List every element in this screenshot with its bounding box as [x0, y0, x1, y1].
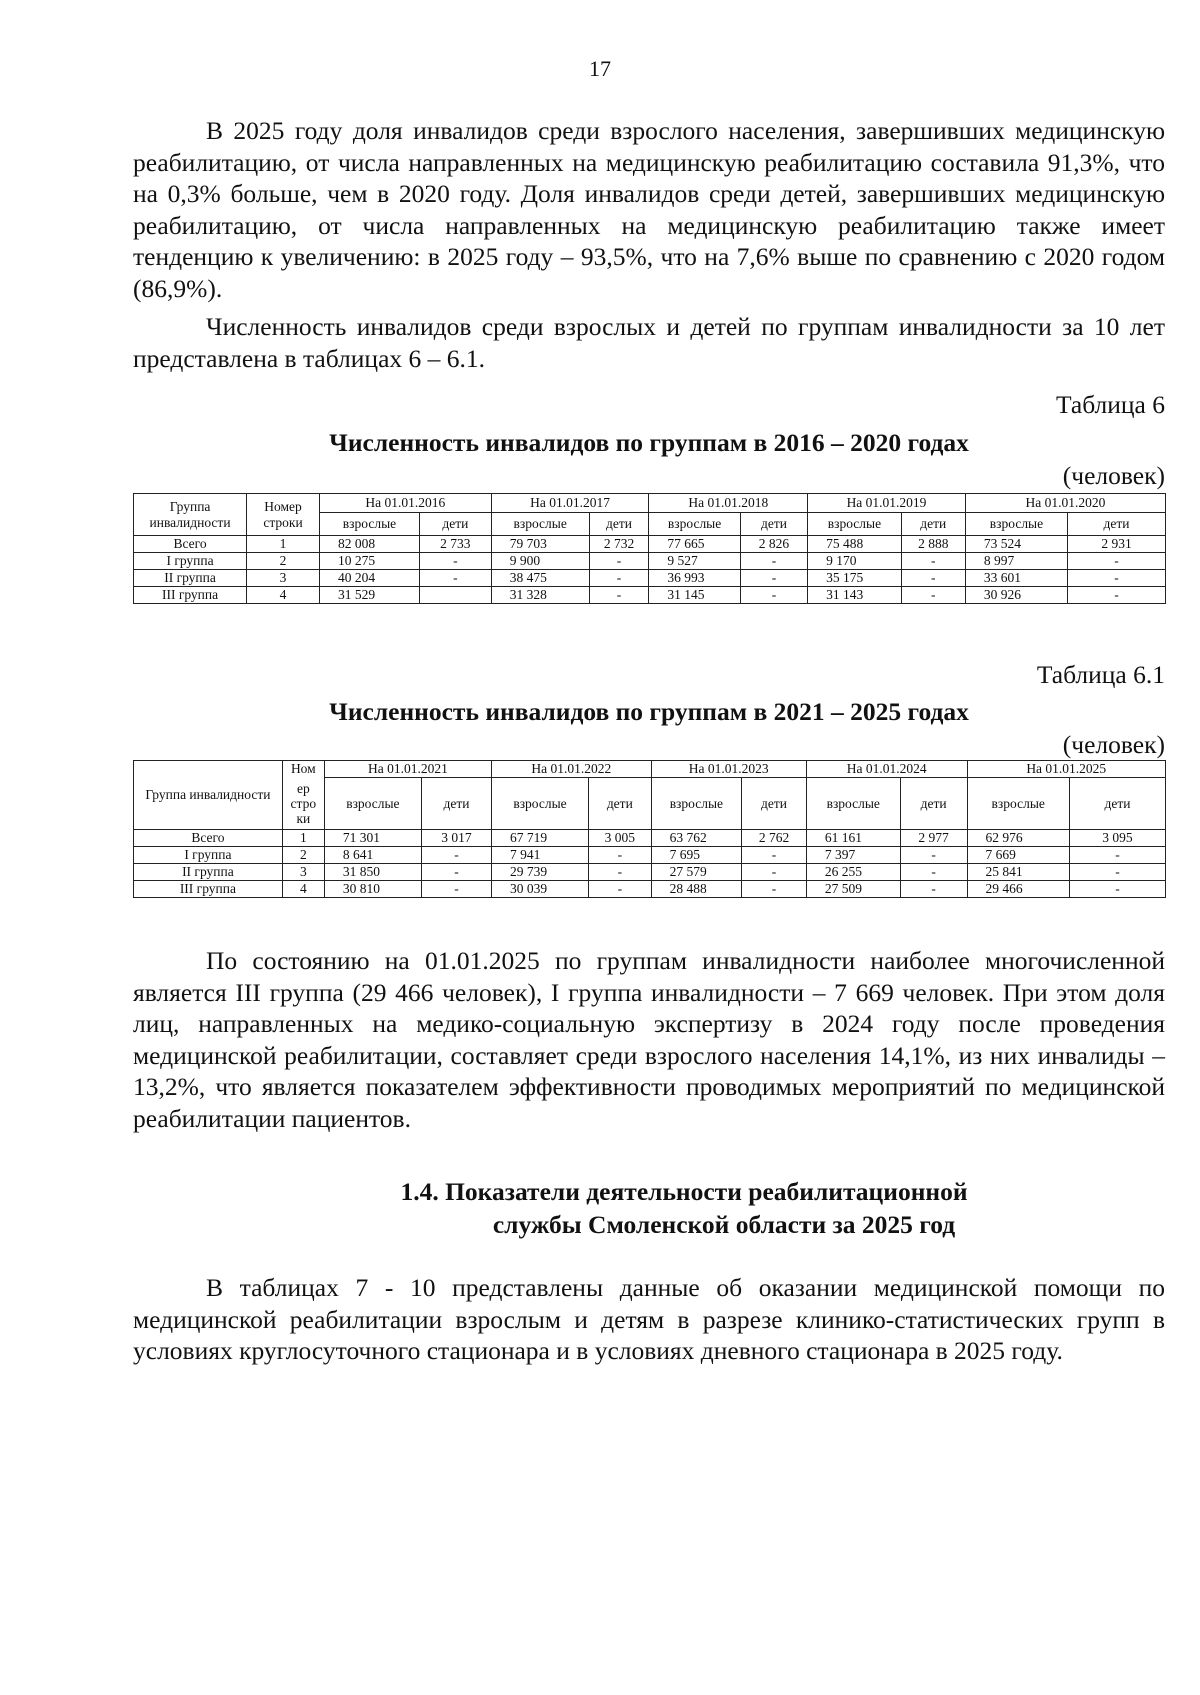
table61-cell: 7 397 [806, 847, 900, 864]
table61-cell: - [589, 864, 652, 881]
table61-cell: 29 466 [967, 881, 1069, 898]
table61-header-adults: взрослые [967, 778, 1069, 830]
table6-cell: 31 143 [808, 587, 902, 604]
table61-header-date: На 01.01.2021 [324, 761, 491, 778]
paragraph-status-2025: По состоянию на 01.01.2025 по группам инвалидности наиболее многочисленной является III группа (29 466 человек), I группа инвалидности – 7 669 человек. При этом доля лиц, направленных на медико-социальную экспертизу в 2024 году после проведения медицинской реабилитации, составляет среди взрослого населения 14,1%, из них инвалиды – 13,2%, что является показателем эффективности проводимых мероприятий по медицинской реабилитации пациентов. [133, 946, 1165, 1133]
table61-number-cell: 3 [282, 864, 324, 881]
table6-cell: - [1068, 587, 1166, 604]
table6-cell: 33 601 [965, 570, 1067, 587]
table-row [134, 587, 1166, 604]
table6-cell: - [740, 587, 807, 604]
table6-header-children: дети [589, 513, 649, 536]
table61-header-date: На 01.01.2023 [651, 761, 806, 778]
table61-cell: - [900, 847, 967, 864]
table61-header-children: дети [1069, 778, 1165, 830]
table61-header-adults: взрослые [324, 778, 421, 830]
table6-cell: 2 931 [1068, 536, 1166, 553]
table61-header-date: На 01.01.2024 [806, 761, 967, 778]
table6-group-cell: II группа [134, 570, 247, 587]
table61-cell: 7 669 [967, 847, 1069, 864]
table6-cell: 31 328 [491, 587, 589, 604]
table6-header-date: На 01.01.2017 [491, 494, 649, 513]
table61-group-cell: II группа [134, 864, 283, 881]
table6-header-children: дети [740, 513, 807, 536]
table6-header-adults: взрослые [808, 513, 902, 536]
table-row [134, 553, 1166, 570]
table6-cell: 36 993 [649, 570, 740, 587]
table6-header-adults: взрослые [649, 513, 740, 536]
table61-cell: 30 810 [324, 881, 421, 898]
table61-cell: 63 762 [651, 830, 742, 847]
table6-cell: - [740, 570, 807, 587]
table6-group-cell: III группа [134, 587, 247, 604]
table61-cell: - [421, 864, 491, 881]
table61-cell: 3 017 [421, 830, 491, 847]
table61-header-children: дети [589, 778, 652, 830]
table6-header-children: дети [901, 513, 965, 536]
table61-header-adults: взрослые [651, 778, 742, 830]
table61-header-adults: взрослые [806, 778, 900, 830]
table6-cell: 30 926 [965, 587, 1067, 604]
table61-cell: 71 301 [324, 830, 421, 847]
table6-cell: - [589, 570, 649, 587]
table6-cell: 2 888 [901, 536, 965, 553]
table61-cell: - [1069, 847, 1165, 864]
table61-header-adults: взрослые [492, 778, 589, 830]
table6-cell: - [589, 587, 649, 604]
table61-group-cell: I группа [134, 847, 283, 864]
table6-header-children: дети [419, 513, 491, 536]
table61-cell: 67 719 [492, 830, 589, 847]
table61-header-children: дети [742, 778, 807, 830]
table61-cell: 25 841 [967, 864, 1069, 881]
table61-cell: 30 039 [492, 881, 589, 898]
table6-cell: 2 733 [419, 536, 491, 553]
header-text-part: стро [290, 795, 317, 811]
table6-unit: (человек) [1062, 461, 1165, 490]
table61-cell: - [421, 881, 491, 898]
table61-cell: 27 509 [806, 881, 900, 898]
table6-header-date: На 01.01.2020 [965, 494, 1165, 513]
table61-cell: - [421, 847, 491, 864]
table6-group-cell: Всего [134, 536, 247, 553]
table61-group-cell: Всего [134, 830, 283, 847]
table-row [134, 864, 1166, 881]
table61-cell: 26 255 [806, 864, 900, 881]
header-text-part: ер [296, 780, 310, 796]
table61-header-group: Группа инвалидности [134, 761, 283, 830]
table61-unit: (человек) [1062, 730, 1165, 759]
table61-cell: 3 095 [1069, 830, 1165, 847]
table6-number-cell: 3 [247, 570, 320, 587]
table61-cell: 61 161 [806, 830, 900, 847]
table6-cell: 2 826 [740, 536, 807, 553]
table6-cell: 31 145 [649, 587, 740, 604]
table6-cell: 77 665 [649, 536, 740, 553]
table61-label: Таблица 6.1 [1036, 660, 1165, 689]
table6-cell: 9 170 [808, 553, 902, 570]
table6-group-cell: I группа [134, 553, 247, 570]
table6-header-children: дети [1068, 513, 1166, 536]
table61-cell: - [900, 881, 967, 898]
table61-header-children: дети [900, 778, 967, 830]
table61-cell: - [1069, 881, 1165, 898]
table6-cell: 82 008 [319, 536, 419, 553]
table61-cell: 28 488 [651, 881, 742, 898]
paragraph-intro: В 2025 году доля инвалидов среди взрослого населения, завершивших медицинскую реабилитацию, от числа направленных на медицинскую реабилитацию составила 91,3%, что на 0,3% больше, чем в 2020 году. Доля инвалидов среди детей, завершивших медицинскую реабилитацию, от числа направленных на медицинскую реабилитацию также имеет тенденцию к увеличению: в 2025 году – 93,5%, что на 7,6% выше по сравнению с 2020 годом (86,9%). [133, 116, 1165, 303]
table61-number-cell: 2 [282, 847, 324, 864]
table6-number-cell: 4 [247, 587, 320, 604]
table6-cell: 9 900 [491, 553, 589, 570]
table61-cell: - [742, 864, 807, 881]
table-row [134, 536, 1166, 553]
table6-cell: - [901, 587, 965, 604]
table6-cell: 9 527 [649, 553, 740, 570]
table6-header-adults: взрослые [965, 513, 1067, 536]
table61-cell: 7 941 [492, 847, 589, 864]
table-row [134, 830, 1166, 847]
table6-cell: 2 732 [589, 536, 649, 553]
page-number: 17 [589, 56, 611, 81]
table6-header-adults: взрослые [319, 513, 419, 536]
paragraph-tables-ref: Численность инвалидов среди взрослых и детей по группам инвалидности за 10 лет представлена в таблицах 6 – 6.1. [133, 312, 1165, 373]
table6-cell: 75 488 [808, 536, 902, 553]
table6-header-adults: взрослые [491, 513, 589, 536]
table6-cell: 73 524 [965, 536, 1067, 553]
table61-number-cell: 1 [282, 830, 324, 847]
table61-cell: - [589, 847, 652, 864]
table61-cell: 2 977 [900, 830, 967, 847]
table6-cell: - [901, 570, 965, 587]
table61-cell: 62 976 [967, 830, 1069, 847]
section-heading-line2: службы Смоленской области за 2025 год [492, 1210, 956, 1239]
table6 [133, 493, 1166, 604]
table6-cell: - [1068, 553, 1166, 570]
table6-cell: 79 703 [491, 536, 589, 553]
table6-cell: 10 275 [319, 553, 419, 570]
table61-cell: 3 005 [589, 830, 652, 847]
table6-cell: - [740, 553, 807, 570]
table6-title: Численность инвалидов по группам в 2016 – 2020 годах [329, 428, 969, 457]
table6-header-date: На 01.01.2016 [319, 494, 491, 513]
table61-cell: - [900, 864, 967, 881]
table6-label: Таблица 6 [1055, 390, 1165, 419]
table61-cell: 31 850 [324, 864, 421, 881]
table61-cell: - [742, 847, 807, 864]
table61-cell: - [742, 881, 807, 898]
table6-cell [419, 587, 491, 604]
table61-cell: - [589, 881, 652, 898]
table6-cell: - [589, 553, 649, 570]
table61-header-children: дети [421, 778, 491, 830]
table-row [134, 570, 1166, 587]
table6-header-date: На 01.01.2019 [808, 494, 966, 513]
table6-cell: 38 475 [491, 570, 589, 587]
table61-group-cell: III группа [134, 881, 283, 898]
paragraph-tables-7-10: В таблицах 7 - 10 представлены данные об оказании медицинской помощи по медицинской реабилитации взрослым и детям в разрезе клинико-статистических групп в условиях круглосуточного стационара и в условиях дневного стационара в 2025 году. [133, 1273, 1165, 1365]
table6-cell: 8 997 [965, 553, 1067, 570]
table61-cell: 29 739 [492, 864, 589, 881]
table6-1 [133, 760, 1166, 898]
table61-cell: 2 762 [742, 830, 807, 847]
header-text-part: ки [296, 810, 311, 826]
table6-cell: - [1068, 570, 1166, 587]
table61-header-row-number-cont [282, 778, 324, 830]
table6-header-group: Группа инвалидности [134, 494, 247, 536]
table61-header-date: На 01.01.2025 [967, 761, 1166, 778]
section-heading-line1: 1.4. Показатели деятельности реабилитационной [400, 1177, 968, 1206]
table6-cell: - [419, 570, 491, 587]
table6-number-cell: 1 [247, 536, 320, 553]
table61-header-row-number: Ном [282, 761, 324, 778]
table-row [134, 881, 1166, 898]
table6-cell: - [901, 553, 965, 570]
table61-cell: 7 695 [651, 847, 742, 864]
table61-number-cell: 4 [282, 881, 324, 898]
table61-cell: 8 641 [324, 847, 421, 864]
table61-header-date: На 01.01.2022 [492, 761, 652, 778]
table6-cell: - [419, 553, 491, 570]
table6-header-date: На 01.01.2018 [649, 494, 808, 513]
table-row [134, 847, 1166, 864]
table61-cell: 27 579 [651, 864, 742, 881]
table6-cell: 31 529 [319, 587, 419, 604]
table61-cell: - [1069, 864, 1165, 881]
table6-cell: 35 175 [808, 570, 902, 587]
table61-title: Численность инвалидов по группам в 2021 – 2025 годах [329, 697, 969, 726]
table6-header-row-number: Номер строки [247, 494, 320, 536]
table6-number-cell: 2 [247, 553, 320, 570]
table6-cell: 40 204 [319, 570, 419, 587]
